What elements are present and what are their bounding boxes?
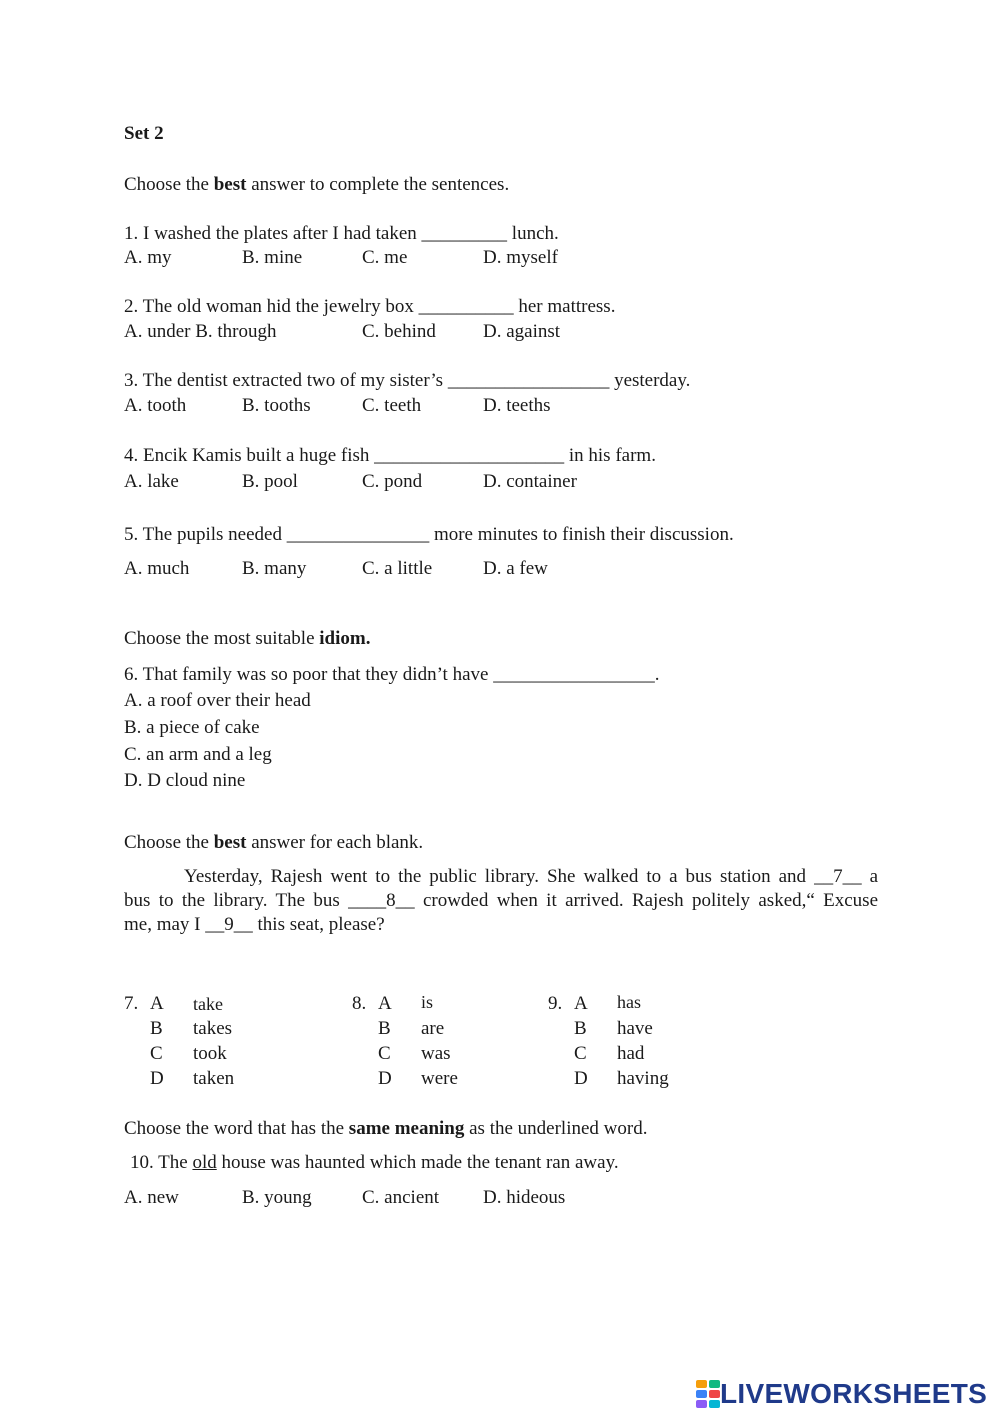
q7-option-b[interactable]: takes [193, 1018, 233, 1039]
passage-line-3 [124, 915, 385, 934]
q5-option-b[interactable]: B. many [242, 558, 307, 579]
question-4-stem: 4. Encik Kamis built a huge fish ____________________ in his farm. [124, 445, 656, 466]
q10-option-c[interactable]: C. ancient [362, 1187, 440, 1208]
instruction-text: answer to complete the sentences. [246, 174, 510, 195]
liveworksheets-logo-icon [696, 1380, 720, 1408]
q2-option-c[interactable]: C. behind [362, 321, 436, 342]
question-2-stem: 2. The old woman hid the jewelry box __________ her mattress. [124, 296, 616, 317]
q9-letter-b: B [574, 1018, 587, 1039]
q8-letter-b: B [378, 1018, 391, 1039]
q7-option-c[interactable]: took [193, 1043, 227, 1064]
question-6-stem: 6. That family was so poor that they didn’t have _________________. [124, 664, 660, 685]
blank-9[interactable]: __9__ [205, 914, 253, 935]
section1-instruction [124, 175, 509, 194]
q9-option-a[interactable]: has [617, 992, 641, 1012]
q3-option-d[interactable]: D. teeths [483, 395, 551, 416]
instruction-text: Choose the [124, 174, 214, 195]
instruction-text: Choose the word that has the [124, 1118, 349, 1139]
q4-option-c[interactable]: C. pond [362, 471, 423, 492]
instruction-text: as the underlined word. [464, 1118, 648, 1139]
q5-option-a[interactable]: A. much [124, 558, 190, 579]
q7-option-d[interactable]: taken [193, 1068, 235, 1089]
q8-option-a[interactable]: is [421, 992, 434, 1012]
question-7-number: 7. [124, 993, 139, 1014]
passage-text: crowded when it arrived. Rajesh politely asked,“ Excuse [414, 890, 879, 911]
passage-line-1 [184, 867, 878, 886]
section3-instruction [124, 833, 423, 852]
underlined-word: old [192, 1152, 217, 1173]
q9-letter-d: D [574, 1068, 588, 1089]
page-title: Set 2 [124, 123, 164, 144]
question-10-stem [130, 1153, 619, 1172]
question-5-stem: 5. The pupils needed _______________ more minutes to finish their discussion. [124, 524, 734, 545]
instruction-text: answer for each blank. [246, 832, 424, 853]
q10-option-d[interactable]: D. hideous [483, 1187, 566, 1208]
q4-option-b[interactable]: B. pool [242, 471, 298, 492]
q5-option-c[interactable]: C. a little [362, 558, 433, 579]
q6-option-d[interactable]: D. D cloud nine [124, 770, 246, 791]
q7-letter-d: D [150, 1068, 164, 1089]
liveworksheets-logo [696, 1377, 987, 1411]
question-3-stem: 3. The dentist extracted two of my sister’s _________________ yesterday. [124, 370, 691, 391]
q6-option-b[interactable]: B. a piece of cake [124, 717, 260, 738]
question-text: house was haunted which made the tenant ran away. [216, 1152, 619, 1173]
instruction-emphasis: best [213, 832, 247, 853]
q9-option-b[interactable]: have [617, 1018, 653, 1039]
q1-option-d[interactable]: D. myself [483, 247, 558, 268]
q3-option-c[interactable]: C. teeth [362, 395, 422, 416]
q1-option-c[interactable]: C. me [362, 247, 408, 268]
q6-option-a[interactable]: A. a roof over their head [124, 690, 311, 711]
passage-text: a [861, 866, 878, 887]
passage-text: Yesterday, Rajesh went to the public library. She walked to a bus station and [184, 866, 815, 887]
section2-instruction [124, 629, 370, 648]
passage-text: this seat, please? [252, 914, 385, 935]
q2-option-d[interactable]: D. against [483, 321, 561, 342]
question-text: 10. The [130, 1152, 193, 1173]
question-1-stem: 1. I washed the plates after I had taken _________ lunch. [124, 223, 559, 244]
liveworksheets-logo-text: LIVEWORKSHEETS [720, 1378, 988, 1409]
q2-option-ab[interactable]: A. under B. through [124, 321, 277, 342]
q8-letter-c: C [378, 1043, 391, 1064]
q6-option-c[interactable]: C. an arm and a leg [124, 744, 272, 765]
q9-letter-c: C [574, 1043, 587, 1064]
q8-option-b[interactable]: are [421, 1018, 445, 1039]
q3-option-b[interactable]: B. tooths [242, 395, 311, 416]
section4-instruction [124, 1119, 647, 1138]
blank-7[interactable]: __7__ [814, 866, 862, 887]
instruction-emphasis: same meaning [348, 1118, 465, 1139]
q8-option-d[interactable]: were [421, 1068, 458, 1089]
question-9-number: 9. [548, 993, 563, 1014]
q9-option-c[interactable]: had [617, 1043, 645, 1064]
blank-8[interactable]: ____8__ [348, 890, 415, 911]
q7-option-a[interactable]: take [193, 994, 223, 1014]
instruction-emphasis: best [213, 174, 247, 195]
q1-option-b[interactable]: B. mine [242, 247, 303, 268]
q8-letter-a: A [378, 993, 392, 1014]
instruction-text: Choose the [124, 832, 214, 853]
q7-letter-b: B [150, 1018, 163, 1039]
passage-text: bus to the library. The bus [124, 890, 349, 911]
instruction-emphasis: idiom. [319, 628, 371, 649]
q5-option-d[interactable]: D. a few [483, 558, 548, 579]
q10-option-b[interactable]: B. young [242, 1187, 312, 1208]
q4-option-d[interactable]: D. container [483, 471, 577, 492]
passage-text: me, may I [124, 914, 206, 935]
q8-letter-d: D [378, 1068, 392, 1089]
q3-option-a[interactable]: A. tooth [124, 395, 187, 416]
q9-option-d[interactable]: having [617, 1068, 669, 1089]
q7-letter-a: A [150, 993, 164, 1014]
passage-line-2 [124, 891, 878, 910]
q9-letter-a: A [574, 993, 588, 1014]
q10-option-a[interactable]: A. new [124, 1187, 179, 1208]
q1-option-a[interactable]: A. my [124, 247, 172, 268]
q4-option-a[interactable]: A. lake [124, 471, 179, 492]
question-8-number: 8. [352, 993, 367, 1014]
q8-option-c[interactable]: was [421, 1043, 451, 1064]
q7-letter-c: C [150, 1043, 163, 1064]
instruction-text: Choose the most suitable [124, 628, 320, 649]
